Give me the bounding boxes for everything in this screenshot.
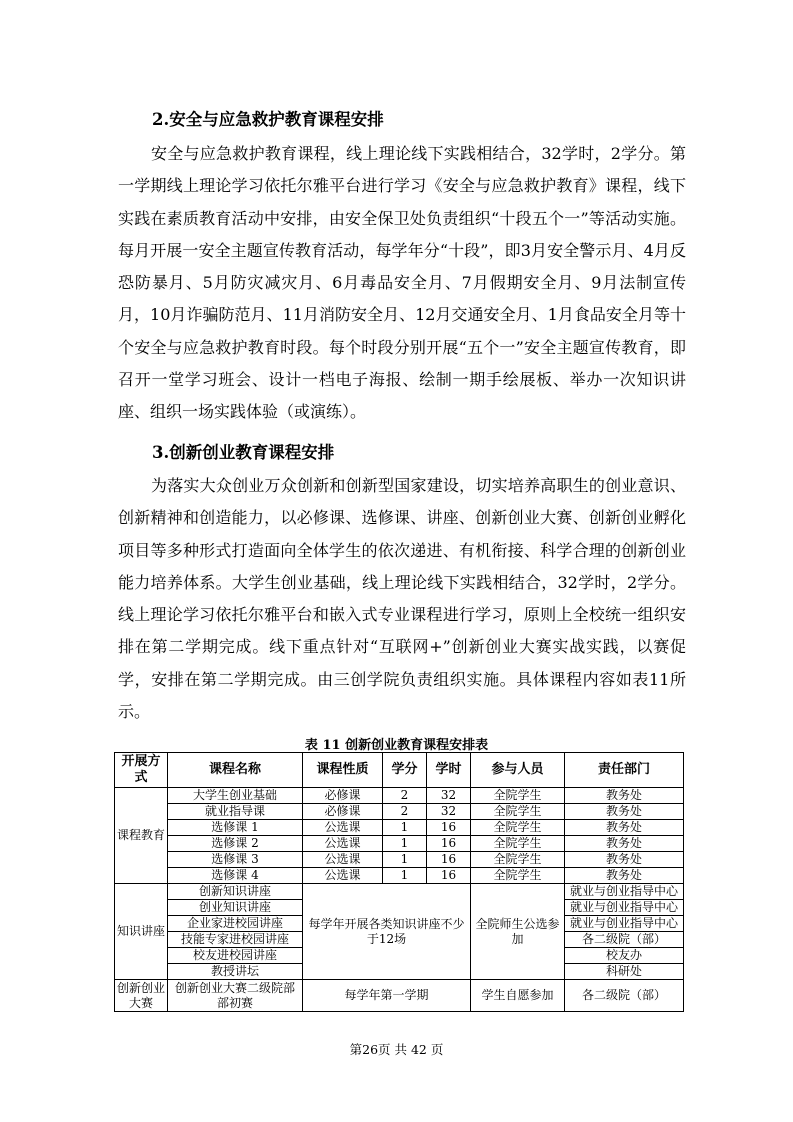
table-cell: 就业指导课	[168, 804, 303, 820]
table-cell: 2	[383, 788, 427, 804]
table-cell: 选修课 2	[168, 836, 303, 852]
table-cell: 技能专家进校园讲座	[168, 932, 303, 948]
group-label-contest: 创新创业大赛	[115, 980, 168, 1012]
section-3-heading: 3.创新创业教育课程安排	[152, 443, 335, 462]
table-cell: 教务处	[565, 804, 684, 820]
contest-department: 各二级院（部）	[565, 980, 684, 1012]
table-row	[115, 836, 684, 852]
header-department: 责任部门	[565, 753, 684, 788]
table-cell: 各二级院（部）	[565, 932, 684, 948]
course-schedule-table	[114, 752, 684, 1012]
table-header-row	[115, 753, 684, 788]
table-row	[115, 852, 684, 868]
header-participants: 参与人员	[471, 753, 565, 788]
table-cell: 16	[427, 820, 471, 836]
table-cell: 全院学生	[471, 836, 565, 852]
table-cell: 全院学生	[471, 820, 565, 836]
table-cell: 教授讲坛	[168, 964, 303, 980]
section-3-paragraph: 为落实大众创业万众创新和创新型国家建设，切实培养高职生的创业意识、创新精神和创造能力，以必修课、选修课、讲座、创新创业大赛、创新创业孵化项目等多种形式打造面向全体学生的依次递进、有机衔接、科学合理的创新创业能力培养体系。大学生创业基础，线上理论线下实践相结合，32学时，2学分。线上理论学习依托尔雅平台和嵌入式专业课程进行学习，原则上全校统一组织安排在第二学期完成。线下重点针对“互联网+”创新创业大赛实战实践，以赛促学，安排在第二学期完成。由三创学院负责组织实施。具体课程内容如表11所示。	[118, 476, 686, 722]
table-cell: 选修课 3	[168, 852, 303, 868]
table-cell: 全院学生	[471, 868, 565, 884]
table-cell: 16	[427, 836, 471, 852]
table-caption: 表 11 创新创业教育课程安排表	[304, 738, 489, 753]
table-cell: 教务处	[565, 868, 684, 884]
table-cell: 就业与创业指导中心	[565, 884, 684, 900]
table-cell: 教务处	[565, 836, 684, 852]
table-cell: 1	[383, 868, 427, 884]
table-cell: 公选课	[303, 868, 383, 884]
table-cell: 大学生创业基础	[168, 788, 303, 804]
table-cell: 选修课 1	[168, 820, 303, 836]
header-hours: 学时	[427, 753, 471, 788]
table-cell: 公选课	[303, 852, 383, 868]
header-credits: 学分	[383, 753, 427, 788]
table-cell: 1	[383, 836, 427, 852]
contest-participants: 学生自愿参加	[471, 980, 565, 1012]
table-cell: 16	[427, 868, 471, 884]
table-cell: 企业家进校园讲座	[168, 916, 303, 932]
table-row	[115, 884, 684, 900]
header-course-type: 课程性质	[303, 753, 383, 788]
lecture-merged-info: 每学年开展各类知识讲座不少于12场	[303, 884, 471, 980]
page-footer: 第26页 共 42 页	[349, 1042, 444, 1057]
table-cell: 2	[383, 804, 427, 820]
table-row	[115, 820, 684, 836]
table-cell: 校友进校园讲座	[168, 948, 303, 964]
table-cell: 必修课	[303, 804, 383, 820]
table-cell: 科研处	[565, 964, 684, 980]
header-course-name: 课程名称	[168, 753, 303, 788]
group-label-course: 课程教育	[115, 788, 168, 884]
table-cell: 就业与创业指导中心	[565, 916, 684, 932]
table-cell: 全院学生	[471, 852, 565, 868]
table-cell: 选修课 4	[168, 868, 303, 884]
table-cell: 教务处	[565, 820, 684, 836]
table-cell: 32	[427, 788, 471, 804]
table-cell: 教务处	[565, 852, 684, 868]
section-2-heading: 2.安全与应急救护教育课程安排	[152, 110, 384, 129]
group-label-lecture: 知识讲座	[115, 884, 168, 980]
lecture-participants: 全院师生公选参加	[471, 884, 565, 980]
table-cell: 校友办	[565, 948, 684, 964]
table-cell: 1	[383, 852, 427, 868]
table-cell: 必修课	[303, 788, 383, 804]
contest-info: 每学年第一学期	[303, 980, 471, 1012]
table-cell: 就业与创业指导中心	[565, 900, 684, 916]
table-cell: 创新知识讲座	[168, 884, 303, 900]
table-cell: 创新创业大赛二级院部部初赛	[168, 980, 303, 1012]
table-cell: 全院学生	[471, 804, 565, 820]
table-cell: 1	[383, 820, 427, 836]
table-row	[115, 788, 684, 804]
header-mode: 开展方式	[115, 753, 168, 788]
table-row	[115, 868, 684, 884]
table-cell: 公选课	[303, 836, 383, 852]
table-row	[115, 980, 684, 1012]
table-cell: 公选课	[303, 820, 383, 836]
table-cell: 创业知识讲座	[168, 900, 303, 916]
table-cell: 全院学生	[471, 788, 565, 804]
table-cell: 16	[427, 852, 471, 868]
table-cell: 32	[427, 804, 471, 820]
table-cell: 教务处	[565, 788, 684, 804]
section-2-paragraph: 安全与应急救护教育课程，线上理论线下实践相结合，32学时，2学分。第一学期线上理论学习依托尔雅平台进行学习《安全与应急救护教育》课程，线下实践在素质教育活动中安排，由安全保卫处负责组织“十段五个一”等活动实施。每月开展一安全主题宣传教育活动，每学年分“十段”，即3月安全警示月、4月反恐防暴月、5月防灾减灾月、6月毒品安全月、7月假期安全月、9月法制宣传月，10月诈骗防范月、11月消防安全月、12月交通安全月、1月食品安全月等十个安全与应急救护教育时段。每个时段分别开展“五个一”安全主题宣传教育，即召开一堂学习班会、设计一档电子海报、绘制一期手绘展板、举办一次知识讲座、组织一场实践体验（或演练）。	[118, 144, 686, 422]
table-row	[115, 804, 684, 820]
